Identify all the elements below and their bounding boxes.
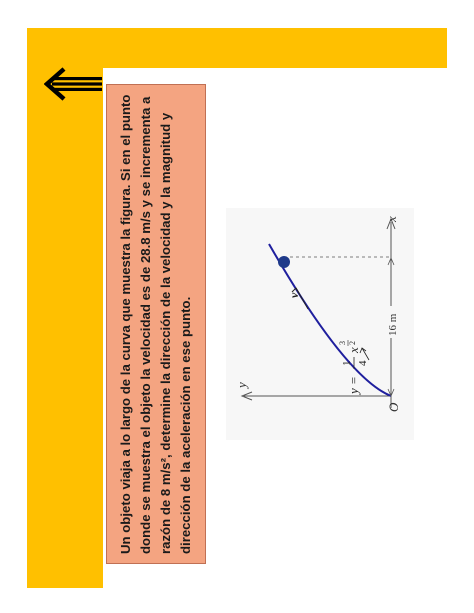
equation-variable: x [346,347,361,353]
y-axis-label: y [234,382,249,388]
back-arrow-icon[interactable] [44,66,104,102]
velocity-label: v [287,292,301,298]
equation-lhs: y = [346,376,361,394]
exponent-numerator: 3 [338,341,347,345]
problem-statement: Un objeto viaja a lo largo de la curva que muestra la figura. Si en el punto donde se muestra el objeto la velocidad es de 28.8 m/s y se incrementa a razón de 8 m/s², determine la dirección de la velocidad y la magnitud y dirección de la aceleración en ese punto. [118,94,193,554]
distance-label: 16 m [387,313,399,336]
curve-diagram [226,208,414,440]
left-accent-bar [27,28,103,588]
equation-numerator: 1 [341,360,353,366]
equation-denominator: 4 [357,360,369,366]
problem-text-box [106,84,206,564]
exponent-denominator: 2 [348,341,357,345]
object-ball [278,256,290,268]
x-axis-label: x [384,216,399,222]
origin-label: O [386,402,401,412]
